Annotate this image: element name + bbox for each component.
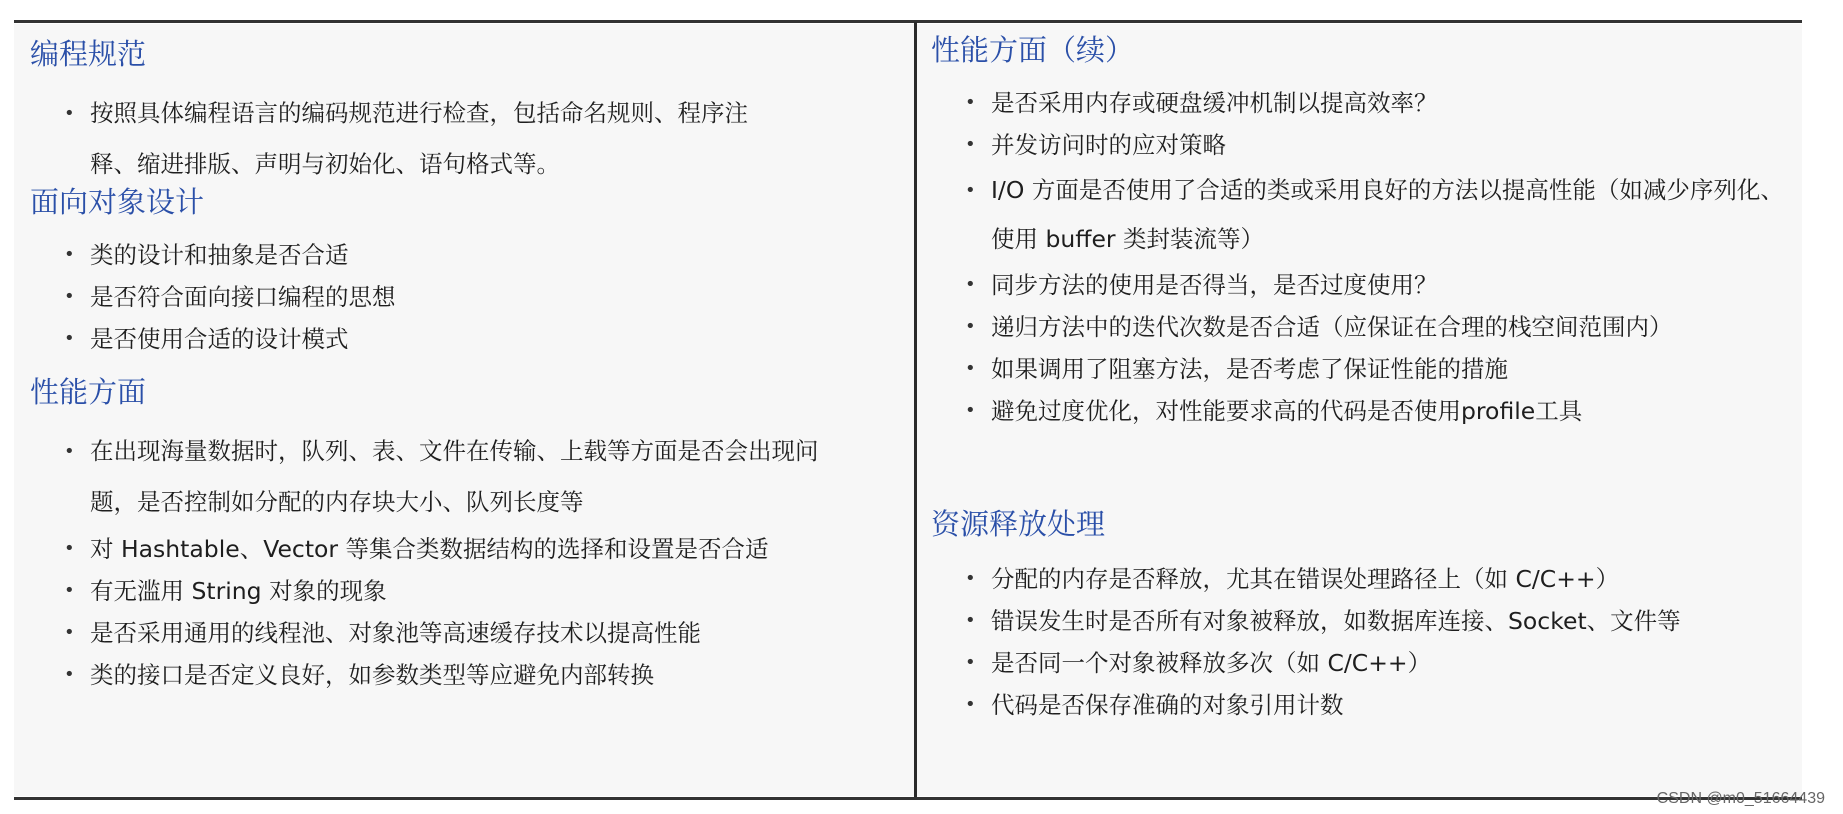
section-resource-release [931, 504, 1793, 726]
section-list [30, 234, 890, 360]
bullet-icon: • [965, 134, 976, 155]
list-item [931, 82, 1793, 124]
list-item-text: 是否符合面向接口编程的思想 [90, 283, 396, 311]
watermark: CSDN @m0_51664439 [1656, 790, 1825, 807]
list-item [30, 88, 790, 190]
section-performance-continued [931, 30, 1793, 432]
bullet-icon: • [64, 244, 75, 265]
bullet-icon: • [64, 538, 75, 559]
section-oo-design [30, 182, 890, 360]
list-item [30, 654, 890, 696]
list-item [931, 264, 1793, 306]
top-rule [14, 20, 1802, 23]
section-heading: 资源释放处理 [931, 507, 1106, 541]
list-item [931, 124, 1793, 166]
section-performance [30, 372, 890, 696]
list-item [30, 426, 850, 528]
list-item-text: 按照具体编程语言的编码规范进行检查，包括命名规则、程序注释、缩进排版、声明与初始化、语句格式等。 [90, 99, 748, 178]
list-item [931, 684, 1793, 726]
list-item [931, 558, 1793, 600]
bullet-icon: • [965, 610, 976, 631]
bullet-icon: • [64, 286, 75, 307]
list-item-text: 并发访问时的应对策略 [991, 131, 1226, 159]
list-item [30, 570, 890, 612]
section-heading: 面向对象设计 [30, 185, 205, 219]
left-panel [14, 24, 914, 796]
list-item [931, 390, 1793, 432]
bullet-icon: • [965, 358, 976, 379]
list-item-text: 错误发生时是否所有对象被释放，如数据库连接、Socket、文件等 [991, 607, 1681, 635]
list-item-text: I/O 方面是否使用了合适的类或采用良好的方法以提高性能（如减少序列化、使用 buffer 类封装流等） [991, 176, 1784, 253]
bullet-icon: • [64, 103, 75, 124]
top-strip [0, 0, 1843, 22]
bullet-icon: • [64, 664, 75, 685]
bullet-icon: • [965, 400, 976, 421]
section-coding-standards [30, 34, 790, 190]
list-item-text: 是否采用通用的线程池、对象池等高速缓存技术以提高性能 [90, 619, 701, 647]
list-item [30, 318, 890, 360]
list-item-text: 对 Hashtable、Vector 等集合类数据结构的选择和设置是否合适 [90, 535, 769, 563]
right-panel [917, 24, 1802, 796]
bullet-icon: • [965, 316, 976, 337]
list-item-text: 类的设计和抽象是否合适 [90, 241, 349, 269]
list-item-text: 类的接口是否定义良好，如参数类型等应避免内部转换 [90, 661, 654, 689]
bullet-icon: • [64, 441, 75, 462]
bullet-icon: • [965, 568, 976, 589]
section-list [30, 426, 890, 696]
list-item [931, 166, 1793, 264]
bullet-icon: • [965, 180, 976, 201]
list-item-text: 递归方法中的迭代次数是否合适（应保证在合理的栈空间范围内） [991, 313, 1673, 341]
section-heading: 性能方面（续） [931, 33, 1135, 67]
bullet-icon: • [64, 622, 75, 643]
list-item [931, 348, 1793, 390]
list-item-text: 如果调用了阻塞方法，是否考虑了保证性能的措施 [991, 355, 1508, 383]
list-item-text: 有无滥用 String 对象的现象 [90, 577, 387, 605]
bullet-icon: • [64, 580, 75, 601]
bullet-icon: • [64, 328, 75, 349]
bullet-icon: • [965, 652, 976, 673]
bullet-icon: • [965, 274, 976, 295]
list-item-text: 是否同一个对象被释放多次（如 C/C++） [991, 649, 1432, 677]
list-item-text: 是否采用内存或硬盘缓冲机制以提高效率？ [991, 89, 1438, 117]
list-item [30, 612, 890, 654]
list-item-text: 避免过度优化，对性能要求高的代码是否使用profile工具 [991, 397, 1583, 425]
list-item-text: 在出现海量数据时，队列、表、文件在传输、上载等方面是否会出现问题，是否控制如分配的内存块大小、队列长度等 [90, 437, 819, 516]
list-item [30, 276, 890, 318]
list-item-text: 代码是否保存准确的对象引用计数 [991, 691, 1344, 719]
section-list [931, 82, 1793, 432]
list-item [931, 642, 1793, 684]
list-item [30, 528, 890, 570]
bottom-rule [14, 797, 1802, 800]
bullet-icon: • [965, 92, 976, 113]
list-item-text: 同步方法的使用是否得当，是否过度使用？ [991, 271, 1438, 299]
list-item-text: 分配的内存是否释放，尤其在错误处理路径上（如 C/C++） [991, 565, 1620, 593]
section-list [30, 88, 790, 190]
bullet-icon: • [965, 694, 976, 715]
list-item-text: 是否使用合适的设计模式 [90, 325, 349, 353]
list-item [931, 600, 1793, 642]
section-heading: 性能方面 [30, 375, 147, 409]
list-item [931, 306, 1793, 348]
list-item [30, 234, 890, 276]
section-list [931, 558, 1793, 726]
section-heading: 编程规范 [30, 37, 147, 71]
